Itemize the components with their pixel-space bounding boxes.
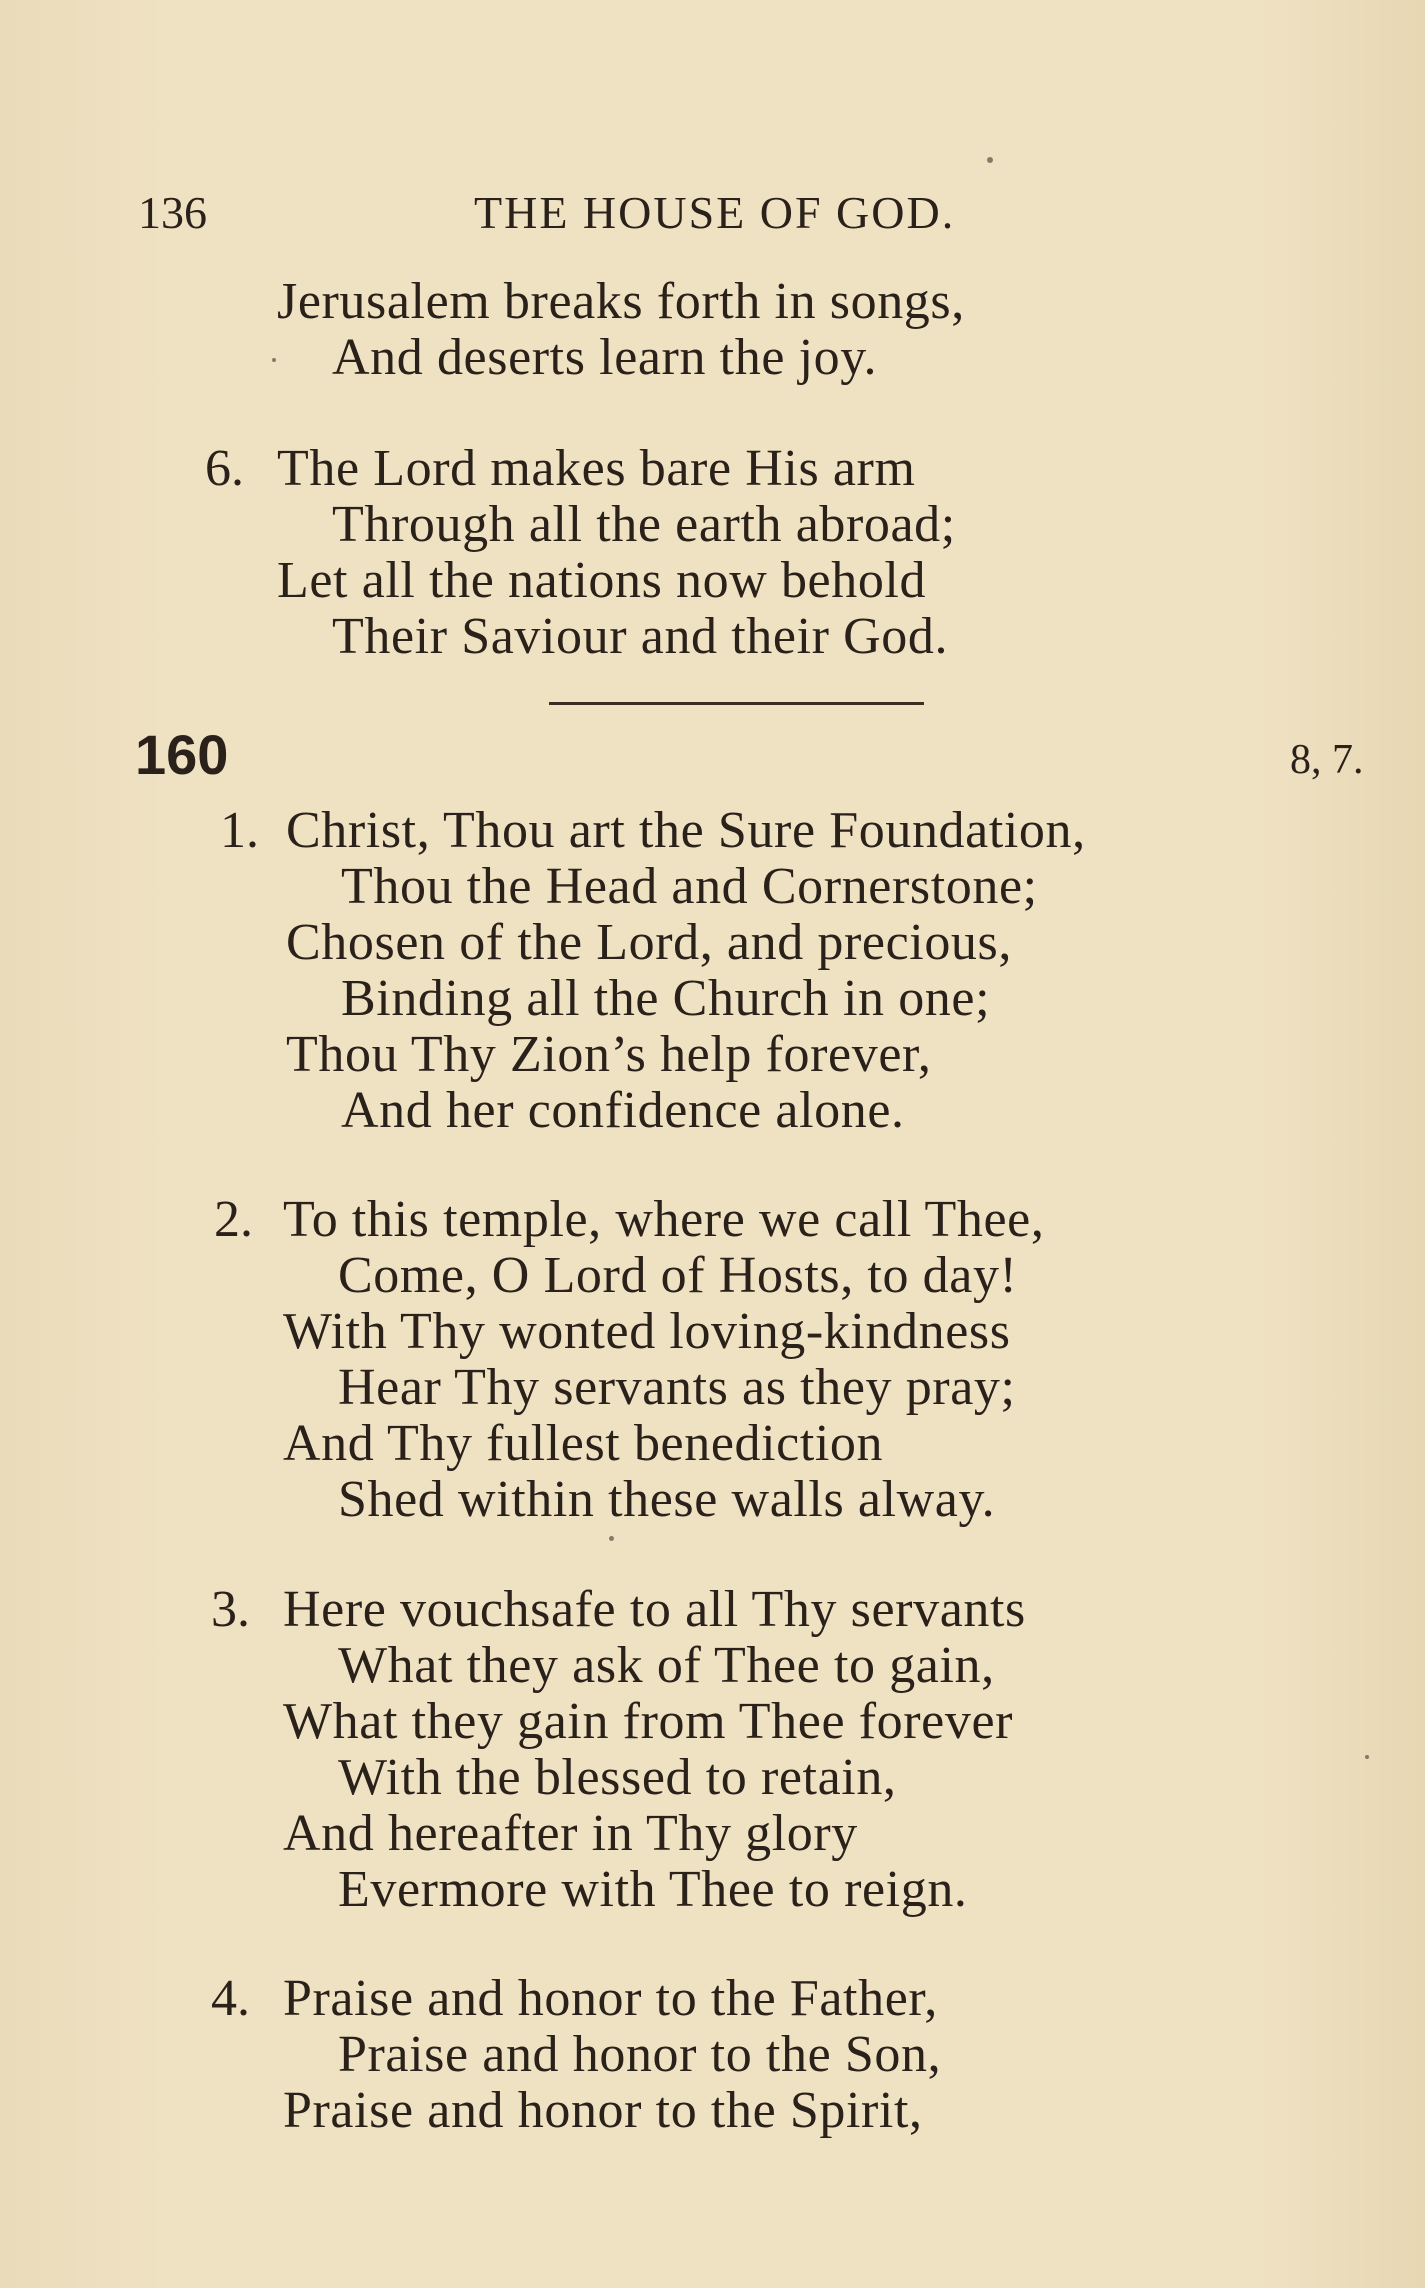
page-number: 136 [138,187,207,238]
verse-line: With Thy wonted loving-kindness [283,1303,1011,1360]
verse-line: And her confidence alone. [341,1082,905,1139]
verse-line: Praise and honor to the Father, [283,1970,938,2027]
verse-line: And Thy fullest benediction [283,1415,884,1472]
print-speck [272,358,276,362]
verse-line: Shed within these walls alway. [338,1471,996,1528]
verse-line: Come, O Lord of Hosts, to day! [338,1247,1018,1304]
verse-line: Binding all the Church in one; [341,970,991,1027]
verse-line: Thou the Head and Cornerstone; [341,858,1038,915]
verse-line: Hear Thy servants as they pray; [338,1359,1016,1416]
verse-line: Praise and honor to the Son, [338,2026,942,2083]
intro-line-2: And deserts learn the joy. [332,329,878,386]
verse-line: Thou Thy Zion’s help forever, [286,1026,932,1083]
verse-number: 3. [211,1581,250,1638]
verse-line: Their Saviour and their God. [332,608,949,665]
verse-line: What they gain from Thee forever [283,1693,1014,1750]
verse-line: To this temple, where we call Thee, [283,1191,1045,1248]
verse-number: 4. [211,1970,250,2027]
verse-number: 2. [214,1191,253,1248]
verse-line: Through all the earth abroad; [332,496,956,553]
verse-line: Praise and honor to the Spirit, [283,2082,923,2139]
hymn-number: 160 [135,723,229,786]
verse-line: Christ, Thou art the Sure Foundation, [286,802,1086,859]
verse-line: Evermore with Thee to reign. [338,1861,968,1918]
verse-line: Let all the nations now behold [277,552,927,609]
print-speck [987,157,993,163]
verse-line: What they ask of Thee to gain, [338,1637,995,1694]
running-head-title: THE HOUSE OF GOD. [474,187,956,238]
verse-number: 6. [205,440,244,497]
intro-line-1: Jerusalem breaks forth in songs, [277,273,965,330]
verse-number: 1. [220,802,259,859]
verse-line: Here vouchsafe to all Thy servants [283,1581,1026,1638]
print-speck [1365,1755,1369,1759]
verse-line: The Lord makes bare His arm [277,440,916,497]
verse-line: And hereafter in Thy glory [283,1805,858,1862]
section-divider [549,702,924,705]
verse-line: With the blessed to retain, [338,1749,897,1806]
hymn-meter: 8, 7. [1290,737,1364,783]
verse-line: Chosen of the Lord, and precious, [286,914,1012,971]
print-speck [609,1536,614,1541]
